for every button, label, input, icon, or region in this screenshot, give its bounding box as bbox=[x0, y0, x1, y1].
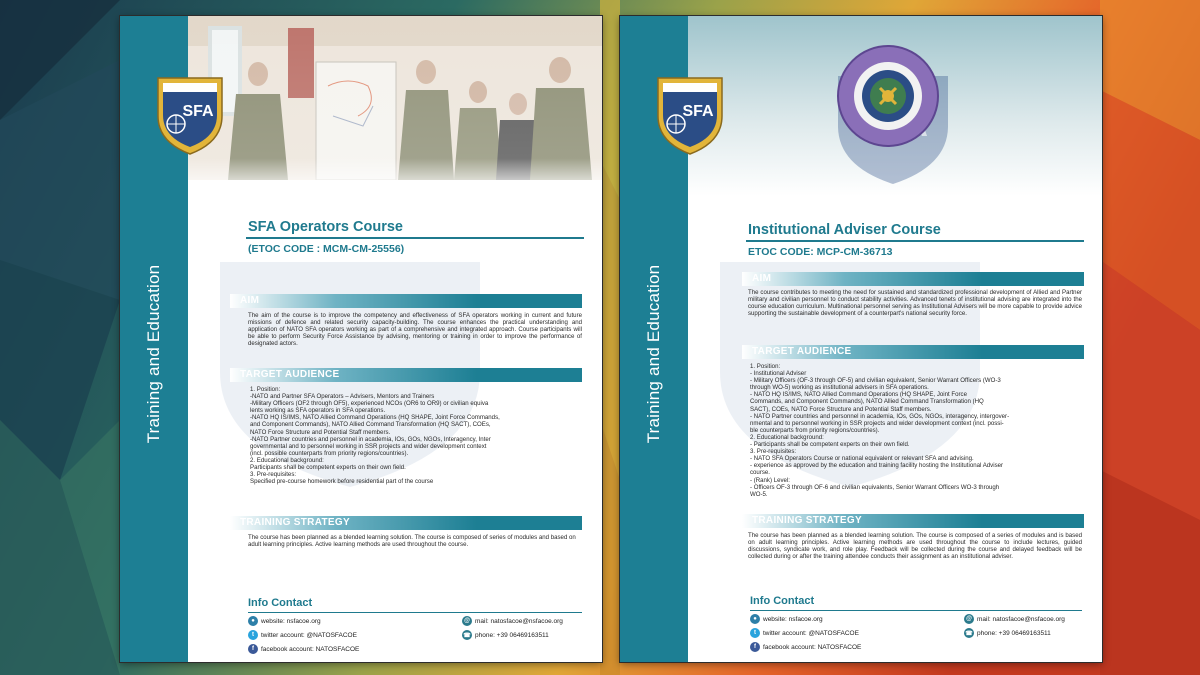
audience-line: NATO Force Structure and Potential Staff members. bbox=[250, 428, 391, 436]
audience-line: Commands, and Component Commands), NATO Allied Command Transformation (HQ bbox=[750, 398, 984, 406]
sidebar-text: Training and Education bbox=[144, 264, 163, 444]
facebook-icon: f bbox=[750, 642, 760, 652]
logo-text: SFA bbox=[182, 103, 214, 120]
etoc-code: (ETOC CODE : MCM-CM-25556) bbox=[248, 243, 405, 255]
audience-line: 2. Educational background: bbox=[750, 433, 824, 441]
target-audience-list bbox=[250, 386, 582, 485]
phone-text: phone: +39 06469163511 bbox=[475, 631, 549, 639]
audience-line: 3. Pre-requisites: bbox=[750, 448, 797, 456]
aim-heading bbox=[230, 294, 582, 308]
target-audience-heading bbox=[742, 345, 1084, 359]
aim-heading-label: AIM bbox=[752, 273, 772, 284]
mail-icon: @ bbox=[462, 616, 472, 626]
audience-line: Participants shall be competent experts on their own field. bbox=[250, 464, 406, 472]
etoc-code: ETOC CODE: MCP-CM-36713 bbox=[748, 246, 893, 258]
audience-line: - NATO HQ IS/IMS, NATO Allied Command Operations (HQ SHAPE, Joint Force bbox=[750, 391, 967, 399]
audience-line: -Military Officers (OF2 through OF5), experienced NCOs (OR6 to OR9) or civilian equiva bbox=[250, 400, 489, 408]
audience-line: - NATO Partner countries and personnel in academia, IOs, GOs, NGOs, interagency, intergover- bbox=[750, 412, 1010, 420]
sfa-shield-logo-icon bbox=[654, 72, 726, 156]
audience-line: and Component Commands), NATO Allied Command Transformation (HQ SACT), COEs, bbox=[250, 421, 491, 429]
globe-icon: ● bbox=[248, 616, 258, 626]
sidebar-text: Training and Education bbox=[644, 264, 663, 444]
audience-line: Specified pre-course homework before residential part of the course bbox=[250, 478, 434, 486]
website-contact[interactable] bbox=[248, 616, 321, 626]
title-underline bbox=[246, 237, 584, 239]
logo-text: SFA bbox=[682, 103, 714, 120]
audience-line: -NATO and Partner SFA Operators – Advisers, Mentors and Trainers bbox=[250, 393, 435, 401]
audience-line: - NATO SFA Operators Course or national equivalent or relevant SFA and advising. bbox=[750, 455, 974, 463]
audience-line: nmental and to personnel working in SSR projects and wider development context (incl. possi- bbox=[750, 419, 1004, 427]
info-contact-underline bbox=[750, 610, 1082, 611]
training-strategy-heading bbox=[742, 514, 1084, 528]
audience-line: WO-5. bbox=[750, 490, 768, 498]
phone-icon: ☎ bbox=[462, 630, 472, 640]
facebook-contact[interactable] bbox=[750, 642, 861, 652]
course-title: Institutional Adviser Course bbox=[748, 222, 941, 238]
training-strategy-label: TRAINING STRATEGY bbox=[240, 517, 350, 528]
mail-contact[interactable] bbox=[964, 614, 1065, 624]
audience-line: - (Rank) Level: bbox=[750, 476, 790, 484]
jcisfa-seal-icon bbox=[836, 44, 940, 148]
audience-line: - Institutional Adviser bbox=[750, 370, 807, 378]
audience-line: SACT), COEs, NATO Force Structure and Potential Staff members. bbox=[750, 405, 932, 413]
phone-contact[interactable] bbox=[462, 630, 549, 640]
twitter-text: twitter account: @NATOSFACOE bbox=[261, 631, 357, 639]
website-contact[interactable] bbox=[750, 614, 823, 624]
facebook-contact[interactable] bbox=[248, 644, 359, 654]
twitter-icon: t bbox=[750, 628, 760, 638]
sfa-shield-logo-icon bbox=[154, 72, 226, 156]
aim-heading bbox=[742, 272, 1084, 286]
audience-line: lents working as SFA operators in SFA operations. bbox=[250, 407, 386, 415]
audience-line: course. bbox=[750, 469, 770, 477]
mail-icon: @ bbox=[964, 614, 974, 624]
audience-line: governmental and to personnel working in SSR projects and wider development context bbox=[250, 442, 487, 450]
institutional-adviser-course-poster bbox=[620, 16, 1102, 662]
aim-heading-label: AIM bbox=[240, 295, 260, 306]
training-strategy-heading bbox=[230, 516, 582, 530]
phone-text: phone: +39 06469163511 bbox=[977, 629, 1051, 637]
title-underline bbox=[746, 240, 1084, 242]
audience-line: (incl. possible counterparts from priority regions/countries). bbox=[250, 449, 409, 457]
globe-icon: ● bbox=[750, 614, 760, 624]
audience-line: - Military Officers (OF-3 through OF-5) and civilian equivalent, Senior Warrant Officers (WO-3 bbox=[750, 377, 1001, 385]
info-contact-heading: Info Contact bbox=[750, 595, 815, 607]
aim-text: The aim of the course is to improve the competency and effectiveness of SFA operators working in current and future missions of defence and related security capacity-building. The course enhances the practical understanding and application of NATO SFA operators working as part of a comprehensive and integrated approach. Course participants will be able to perform Security Force Assistance by advising, mentoring or training in order to improve the performance of designated actors. bbox=[248, 312, 582, 348]
target-audience-heading bbox=[230, 368, 582, 382]
audience-line: 1. Position: bbox=[750, 363, 781, 370]
sfa-operators-course-poster bbox=[120, 16, 602, 662]
audience-line: - Participants shall be competent experts on their own field. bbox=[750, 441, 910, 449]
phone-icon: ☎ bbox=[964, 628, 974, 638]
twitter-text: twitter account: @NATOSFACOE bbox=[763, 629, 859, 637]
info-contact-underline bbox=[248, 612, 582, 613]
target-audience-label: TARGET AUDIENCE bbox=[240, 369, 340, 380]
audience-line: 1. Position: bbox=[250, 386, 281, 393]
audience-line: -NATO HQ IS/IMS, NATO Allied Command Operations (HQ SHAPE, Joint Force Commands, bbox=[250, 414, 500, 422]
website-text: website: nsfacoe.org bbox=[261, 617, 321, 625]
phone-contact[interactable] bbox=[964, 628, 1051, 638]
mail-contact[interactable] bbox=[462, 616, 563, 626]
facebook-text: facebook account: NATOSFACOE bbox=[763, 643, 862, 651]
course-title: SFA Operators Course bbox=[248, 219, 403, 235]
training-strategy-text: The course has been planned as a blended learning solution. The course is composed of series of modules and based on adult learning principles. Active learning methods are used throughout the course. bbox=[248, 534, 576, 549]
audience-line: - experience as approved by the education and training facility hosting the Institutional Adviser bbox=[750, 462, 1004, 470]
header-fade bbox=[188, 16, 602, 194]
target-audience-label: TARGET AUDIENCE bbox=[752, 346, 852, 357]
audience-line: ble counterparts from priority regions/countries). bbox=[750, 426, 880, 434]
audience-line: - Officers OF-3 through OF-6 and civilian equivalents, Senior Warrant Officers WO-3 through bbox=[750, 483, 1000, 491]
audience-line: through WO-5) working as institutional advisers in SFA operations. bbox=[750, 384, 929, 392]
audience-line: 2. Educational background: bbox=[250, 456, 324, 464]
audience-line: -NATO Partner countries and personnel in academia, IOs, GOs, NGOs, Interagency, Inter bbox=[250, 435, 491, 443]
training-strategy-label: TRAINING STRATEGY bbox=[752, 515, 862, 526]
mail-text: mail: natosfacoe@nsfacoe.org bbox=[475, 617, 563, 625]
facebook-text: facebook account: NATOSFACOE bbox=[261, 645, 360, 653]
website-text: website: nsfacoe.org bbox=[763, 615, 823, 623]
twitter-contact[interactable] bbox=[750, 628, 859, 638]
info-contact-heading: Info Contact bbox=[248, 597, 313, 609]
training-strategy-text: The course has been planned as a blended learning solution. The course is composed of a series of modules and is based on adult learning principles. Active learning methods are used throughout the course to include lectures, guided discussions, syndicate work, and role play. Feedback will be collected during the course and delayed feedback will be collected during or after the training attendee conducts their assignment as an institutional adviser. bbox=[748, 532, 1082, 561]
audience-line: 3. Pre-requisites: bbox=[250, 471, 297, 479]
facebook-icon: f bbox=[248, 644, 258, 654]
twitter-icon: t bbox=[248, 630, 258, 640]
target-audience-list bbox=[750, 363, 1084, 498]
twitter-contact[interactable] bbox=[248, 630, 357, 640]
mail-text: mail: natosfacoe@nsfacoe.org bbox=[977, 615, 1065, 623]
aim-text: The course contributes to meeting the need for sustained and standardized professional development of Allied and Partner military and civilian personnel to conduct stability activities. Advanced tenets of institutional advising are integrated into the course education curriculum. Multinational personnel serving as Institutional Advisers will be more capable to provide advice supporting the sustainable development of a counterpart's national security force. bbox=[748, 289, 1082, 318]
